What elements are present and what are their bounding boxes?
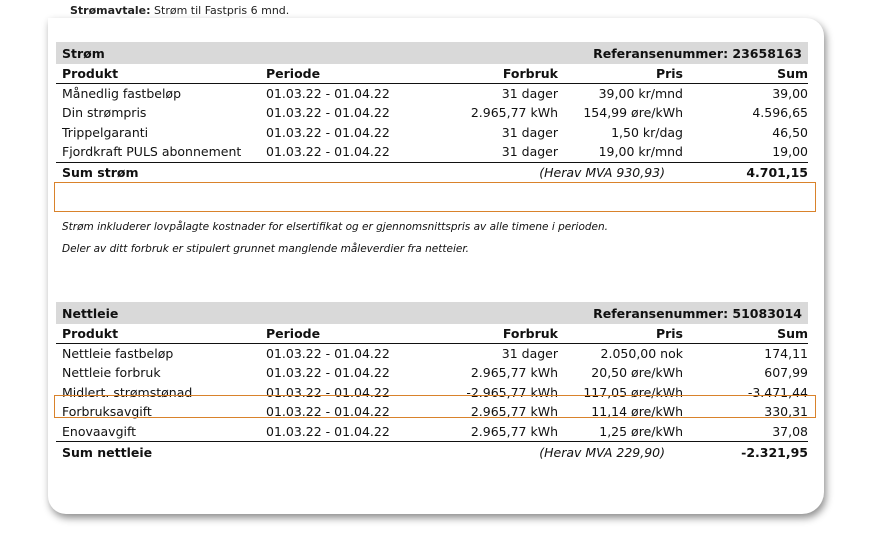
cell-periode: 01.03.22 - 01.04.22 — [266, 124, 390, 140]
cell-forbruk: 2.965,77 kWh — [470, 105, 558, 121]
col-periode: Periode — [266, 65, 321, 81]
strom-total-row — [56, 162, 808, 183]
cell-sum: 19,00 — [772, 144, 808, 160]
cell-produkt: Forbruksavgift — [62, 404, 152, 420]
col-pris: Pris — [655, 65, 683, 81]
cell-produkt: Trippelgaranti — [62, 124, 149, 140]
nettleie-reference: Referansenummer: 51083014 — [593, 305, 802, 321]
table-row — [56, 344, 808, 364]
cell-produkt: Din strømpris — [62, 105, 147, 121]
cell-forbruk: 31 dager — [501, 345, 558, 361]
cell-produkt: Nettleie forbruk — [62, 365, 161, 381]
nettleie-column-headers — [56, 324, 808, 344]
nettleie-header-bar — [56, 302, 808, 324]
cell-produkt: Fjordkraft PULS abonnement — [62, 144, 242, 160]
cell-produkt: Nettleie fastbeløp — [62, 345, 174, 361]
table-row — [56, 103, 808, 123]
strom-column-headers — [56, 64, 808, 84]
cell-forbruk: 2.965,77 kWh — [470, 423, 558, 439]
total-mva: (Herav MVA 930,93) — [539, 165, 665, 180]
cell-periode: 01.03.22 - 01.04.22 — [266, 404, 390, 420]
nettleie-title: Nettleie — [62, 305, 119, 321]
table-row — [56, 123, 808, 143]
contract-label: Strømavtale: — [70, 4, 151, 17]
cell-forbruk: -2.965,77 kWh — [466, 384, 558, 400]
cell-pris: 39,00 kr/mnd — [598, 85, 683, 101]
cell-periode: 01.03.22 - 01.04.22 — [266, 144, 390, 160]
cell-sum: 46,50 — [772, 124, 808, 140]
cell-periode: 01.03.22 - 01.04.22 — [266, 423, 390, 439]
nettleie-section — [56, 302, 808, 462]
cell-pris: 2.050,00 nok — [600, 345, 683, 361]
total-sum: -2.321,95 — [741, 444, 808, 460]
cell-periode: 01.03.22 - 01.04.22 — [266, 105, 390, 121]
cell-sum: 330,31 — [764, 404, 808, 420]
cell-sum: 37,08 — [772, 423, 808, 439]
strom-note-1: Strøm inkluderer lovpålagte kostnader for elsertifikat og er gjennomsnittspris av alle timene i perioden. — [62, 221, 608, 233]
cell-forbruk: 2.965,77 kWh — [470, 404, 558, 420]
strom-total-highlight — [54, 182, 816, 212]
col-periode: Periode — [266, 325, 321, 341]
col-sum: Sum — [777, 65, 808, 81]
cell-produkt: Månedlig fastbeløp — [62, 85, 182, 101]
col-produkt: Produkt — [62, 325, 119, 341]
total-label: Sum nettleie — [62, 444, 153, 460]
nettleie-total-row — [56, 441, 808, 462]
strom-note-2: Deler av ditt forbruk er stipulert grunnet manglende måleverdier fra netteier. — [62, 243, 470, 255]
total-label: Sum strøm — [62, 165, 139, 180]
total-mva: (Herav MVA 229,90) — [539, 444, 665, 460]
invoice-card — [48, 18, 824, 514]
cropped-contract-line — [70, 4, 289, 18]
cell-pris: 117,05 øre/kWh — [583, 384, 683, 400]
cell-forbruk: 2.965,77 kWh — [470, 365, 558, 381]
strom-header-bar — [56, 42, 808, 64]
cell-produkt: Midlert. strømstønad — [62, 384, 193, 400]
table-row — [56, 402, 808, 422]
cell-periode: 01.03.22 - 01.04.22 — [266, 365, 390, 381]
cell-periode: 01.03.22 - 01.04.22 — [266, 85, 390, 101]
col-produkt: Produkt — [62, 65, 119, 81]
cell-pris: 1,50 kr/dag — [611, 124, 683, 140]
table-row — [56, 383, 808, 403]
cell-sum: 174,11 — [764, 345, 808, 361]
total-sum: 4.701,15 — [746, 165, 808, 180]
cell-periode: 01.03.22 - 01.04.22 — [266, 345, 390, 361]
cell-pris: 11,14 øre/kWh — [591, 404, 683, 420]
cell-pris: 20,50 øre/kWh — [591, 365, 683, 381]
table-row — [56, 84, 808, 104]
cell-forbruk: 31 dager — [501, 144, 558, 160]
table-row — [56, 363, 808, 383]
cell-forbruk: 31 dager — [501, 85, 558, 101]
cell-produkt: Enovaavgift — [62, 423, 137, 439]
table-row — [56, 422, 808, 442]
strom-reference: Referansenummer: 23658163 — [593, 45, 802, 61]
cell-periode: 01.03.22 - 01.04.22 — [266, 384, 390, 400]
col-forbruk: Forbruk — [502, 325, 558, 341]
cell-pris: 1,25 øre/kWh — [599, 423, 683, 439]
cell-pris: 19,00 kr/mnd — [598, 144, 683, 160]
cell-pris: 154,99 øre/kWh — [583, 105, 683, 121]
cell-sum: 39,00 — [772, 85, 808, 101]
cell-sum: -3.471,44 — [747, 384, 808, 400]
strom-section — [56, 42, 808, 183]
col-forbruk: Forbruk — [502, 65, 558, 81]
table-row — [56, 142, 808, 162]
contract-value: Strøm til Fastpris 6 mnd. — [154, 4, 290, 17]
cell-sum: 607,99 — [764, 365, 808, 381]
col-sum: Sum — [777, 325, 808, 341]
cell-sum: 4.596,65 — [752, 105, 808, 121]
cell-forbruk: 31 dager — [501, 124, 558, 140]
col-pris: Pris — [655, 325, 683, 341]
strom-title: Strøm — [62, 45, 105, 61]
